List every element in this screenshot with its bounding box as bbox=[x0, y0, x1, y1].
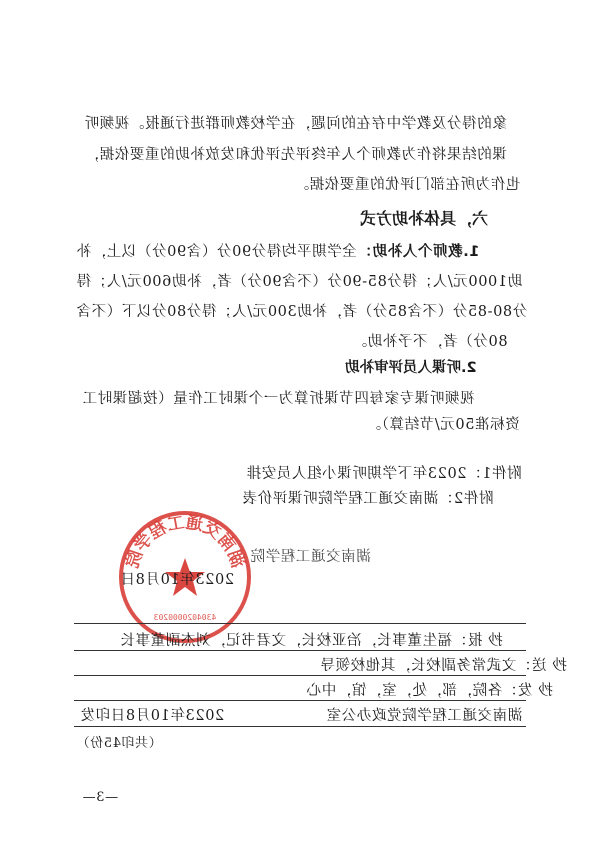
distribution-label-1: 抄 报： bbox=[452, 633, 503, 649]
issuer-date: 2023年10月8日印发 bbox=[80, 708, 225, 724]
paragraph-line-3: 也作为所在部门评优的重要依据。 bbox=[294, 177, 521, 193]
divider-2 bbox=[74, 675, 526, 676]
issuer-office: 湖南交通工程学院党政办公室 bbox=[326, 708, 523, 724]
signature-org: 湖南交通工程学院 bbox=[250, 549, 371, 565]
sub2-line-1: 视频听课专家每四节课折算为一个课时工作量（按超课时工 bbox=[82, 391, 475, 407]
sub2-line-2: 资标准50元/节结算）。 bbox=[366, 417, 520, 433]
distribution-value-2: 文武常务副校长，其他校领导 bbox=[320, 658, 517, 674]
distribution-value-1: 福生董事长，冶亚校长，文君书记，刘杰副董事长 bbox=[120, 633, 453, 649]
sub1-line-3: 分80-85分（不含85分）者，补助300元/人；得分80分以下（不含 bbox=[76, 304, 528, 320]
page-number: —3— bbox=[82, 790, 119, 805]
paragraph-line-2: 课的结果将作为教师个人年终评先评优和发放补助的重要依据， bbox=[84, 147, 507, 163]
distribution-row-1 bbox=[120, 629, 503, 650]
copies-note: （共印45份） bbox=[76, 736, 162, 751]
distribution-label-2: 抄 送： bbox=[516, 658, 567, 674]
attachment-1: 附件1：2023年下学期听课小组人员安排 bbox=[246, 466, 522, 482]
sub1-title: 1.教师个人补助： bbox=[356, 244, 480, 260]
sub1-line-2: 助1000元/人；得分85-90分（不含90分）者，补助600元/人；得 bbox=[76, 274, 523, 290]
attachment-2: 附件2：湖南交通工程学院听课评价表 bbox=[242, 491, 494, 507]
divider-bottom bbox=[74, 726, 526, 727]
sub1-first-line-rest: 全学期平均得分90分（含90分）以上，补 bbox=[76, 244, 357, 260]
divider-3 bbox=[74, 700, 526, 701]
paragraph-line-1: 象的得分及教学中存在的问题，在学校教师群进行通报。视频听 bbox=[84, 116, 507, 132]
sub2-title: 2.听课人员评审补助 bbox=[345, 360, 477, 376]
distribution-label-3: 抄 发： bbox=[502, 683, 553, 699]
svg-text:4304020000203: 4304020000203 bbox=[153, 613, 217, 622]
distribution-row-2 bbox=[320, 654, 567, 675]
sub1-first-line bbox=[76, 240, 479, 261]
divider-top bbox=[74, 623, 526, 624]
distribution-value-3: 各院，部，处，室，馆，中心 bbox=[306, 683, 503, 699]
sub1-line-4: 80分）者，不予补助。 bbox=[352, 334, 508, 350]
svg-text:湖南交通工程学院: 湖南交通工程学院 bbox=[122, 512, 248, 571]
divider-1 bbox=[74, 650, 526, 651]
signature-date: 2023年10月8日 bbox=[120, 572, 235, 588]
distribution-row-3 bbox=[306, 679, 553, 700]
section-title: 六，具体补助方式 bbox=[360, 209, 489, 228]
